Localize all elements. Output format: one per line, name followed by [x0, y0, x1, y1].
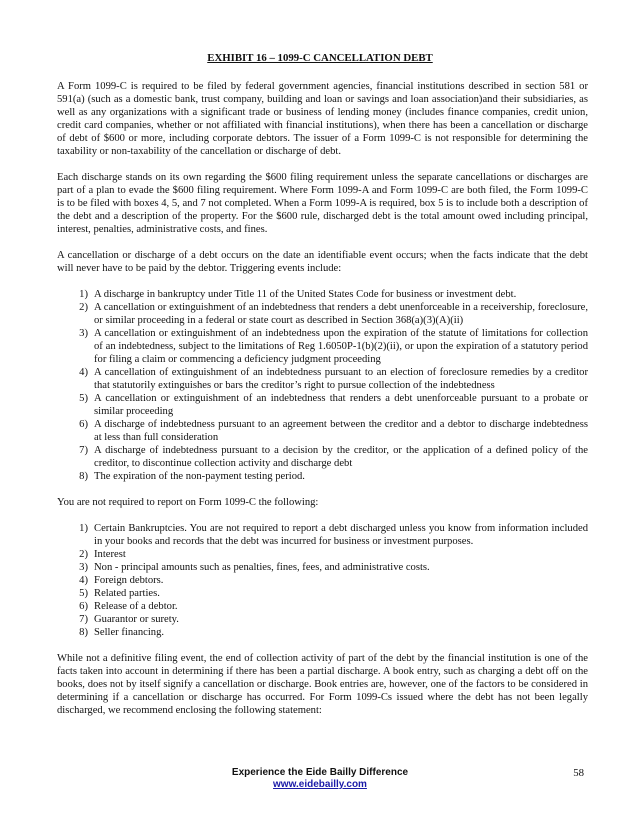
list-item-number: 6) — [79, 601, 88, 612]
list-item-text: Foreign debtors. — [94, 575, 164, 586]
list-item-text: A discharge of indebtedness pursuant to a decision by the creditor, or the application of a defined policy of the creditor, to discontinue collection activity and discharge debt — [94, 445, 588, 469]
list-item-text: A discharge in bankruptcy under Title 11 of the United States Code for business or investment debt. — [94, 289, 517, 300]
list-item-text: A cancellation or extinguishment of an indebtedness that renders a debt unenforceable pursuant to a probate or similar proceeding — [94, 393, 588, 417]
list-item-number: 8) — [79, 627, 88, 638]
list-item — [57, 366, 588, 392]
list-item — [57, 418, 588, 444]
list-item — [57, 301, 588, 327]
list-item-text: Seller financing. — [94, 627, 165, 638]
list-item-text: Interest — [94, 549, 126, 560]
list-item-number: 7) — [79, 614, 88, 625]
list-item — [57, 600, 588, 613]
list-item-text: A cancellation or extinguishment of an indebtedness that renders a debt unenforceable in a receivership, foreclosure, or similar proceeding in a federal or state court as described in Section 368(a)(3)(A)(ii) — [94, 302, 588, 326]
page-title: EXHIBIT 16 – 1099-C CANCELLATION DEBT — [207, 52, 433, 64]
document-body — [57, 80, 588, 730]
list-item — [57, 327, 588, 366]
list-item-text: Non - principal amounts such as penalties, fines, fees, and administrative costs. — [94, 562, 430, 573]
list-item-text: A cancellation of extinguishment of an indebtedness pursuant to an election of foreclosure remedies by a creditor that statutorily extinguishes or bars the creditor’s right to pursue collection of the indebtedness — [94, 367, 588, 391]
list-item-number: 7) — [79, 445, 88, 456]
list-item-text: Release of a debtor. — [94, 601, 178, 612]
list-item-number: 5) — [79, 393, 88, 404]
footer-website-link[interactable]: www.eidebailly.com — [273, 779, 367, 790]
list-item-number: 2) — [79, 302, 88, 313]
not-required-list — [57, 522, 588, 639]
list-item-number: 8) — [79, 471, 88, 482]
list-item — [57, 522, 588, 548]
list-item-number: 3) — [79, 328, 88, 339]
triggering-events-list — [57, 288, 588, 483]
list-item-number: 4) — [79, 575, 88, 586]
list-item-text: The expiration of the non-payment testing period. — [94, 471, 305, 482]
list-item-number: 5) — [79, 588, 88, 599]
list-item — [57, 574, 588, 587]
list-item — [57, 470, 588, 483]
footer-tagline: Experience the Eide Bailly Difference — [231, 767, 409, 778]
list-item-number: 6) — [79, 419, 88, 430]
list-item-text: A cancellation or extinguishment of an indebtedness upon the expiration of the statute of limitations for collection of an indebtedness, subject to the limitations of Reg 1.6050P-1(b)(2)(ii), or upon the expiration of a statutory period for filing a claim or commencing a deficiency judgment proceeding — [94, 328, 588, 365]
list-item — [57, 587, 588, 600]
list-item-number: 3) — [79, 562, 88, 573]
list-item — [57, 288, 588, 301]
list-item — [57, 392, 588, 418]
paragraph-closing: While not a definitive filing event, the end of collection activity of part of the debt by the financial institution is one of the facts taken into account in determining if there has been a partial discharge. A book entry, such as charging a debt off on the books, does not by itself signify a cancellation or discharge. Book entries are, however, one of the factors to be considered in determining if a cancellation or discharge has occurred. For Form 1099-Cs issued where the debt has not been legally discharged, we recommend enclosing the following statement: — [57, 653, 588, 716]
list-item — [57, 548, 588, 561]
list-item-number: 1) — [79, 523, 88, 534]
paragraph-not-required-intro: You are not required to report on Form 1099-C the following: — [57, 497, 319, 508]
list-item — [57, 561, 588, 574]
paragraph-filing-requirement: A Form 1099-C is required to be filed by federal government agencies, financial institutions described in section 581 or 591(a) (such as a domestic bank, trust company, building and loan or savings and loan association)and their subsidiaries, as well as any organizations with a significant trade or business of lending money (includes finance companies, credit union, credit card companies, whether or not affiliated with financial institutions), when there has been a cancellation or discharge of debt of $600 or more, including corporate debtors. The issuer of a Form 1099-C is not responsible for determining the taxability or non-taxability of the cancellation or discharge of debt. — [57, 81, 588, 157]
list-item-number: 2) — [79, 549, 88, 560]
list-item-text: A discharge of indebtedness pursuant to an agreement between the creditor and a debtor to discharge indebtedness at less than full consideration — [94, 419, 588, 443]
list-item-number: 1) — [79, 289, 88, 300]
footer — [0, 767, 640, 791]
list-item — [57, 626, 588, 639]
list-item — [57, 613, 588, 626]
paragraph-600-rule: Each discharge stands on its own regarding the $600 filing requirement unless the separate cancellations or discharges are part of a plan to evade the $600 filing requirement. Where Form 1099-A and Form 1099-C are both filed, the Form 1099-C is to be filed with boxes 4, 5, and 7 not completed. When a Form 1099-A is required, box 5 is to include both a description of the debt and a description of the property. For the $600 rule, discharged debt is the total amount owed including principal, interest, penalties, administrative costs, and fines. — [57, 172, 588, 235]
paragraph-triggering-intro: A cancellation or discharge of a debt occurs on the date an identifiable event occurs; when the facts indicate that the debt will never have to be paid by the debtor. Triggering events include: — [57, 250, 588, 274]
list-item-text: Certain Bankruptcies. You are not required to report a debt discharged unless you know from information included in your books and records that the debt was incurred for business or investment purposes. — [94, 523, 588, 547]
list-item-text: Guarantor or surety. — [94, 614, 179, 625]
page-number: 58 — [573, 767, 584, 779]
list-item-text: Related parties. — [94, 588, 160, 599]
list-item-number: 4) — [79, 367, 88, 378]
list-item — [57, 444, 588, 470]
